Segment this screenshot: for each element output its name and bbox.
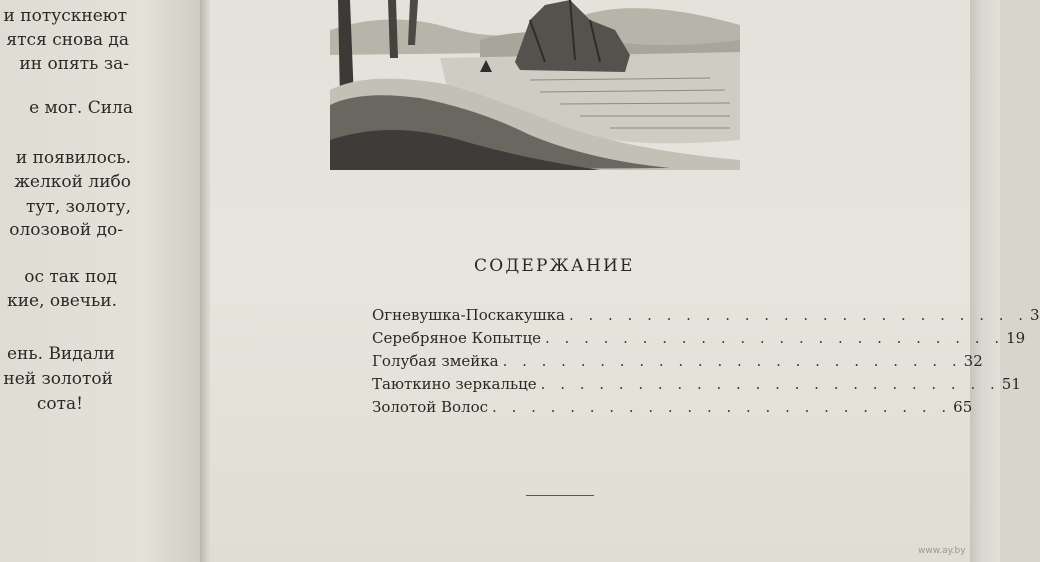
end-rule <box>526 495 594 496</box>
toc-entry-page: 3 <box>1030 306 1040 324</box>
table-of-contents <box>372 304 1040 419</box>
toc-entry-title: Огневушка-Поскакушка <box>372 306 565 324</box>
left-text-line: ень. Видали <box>6 344 115 364</box>
left-text-line: ин опять за- <box>19 54 129 74</box>
left-text-line: тут, золоту, <box>26 197 131 217</box>
left-text-line: сота! <box>36 394 83 414</box>
toc-entry <box>372 327 1026 350</box>
left-text-line: ятся снова да <box>6 30 129 50</box>
toc-entry-page: 19 <box>1006 329 1026 347</box>
toc-leader-dots: . . . . . . . . . . . . . . . . . . . . . . . . <box>492 398 952 416</box>
toc-entry <box>372 396 973 419</box>
left-text-line: и появилось. <box>15 148 131 168</box>
left-text-line: е мог. Сила <box>29 98 133 118</box>
toc-title: СОДЕРЖАНИЕ <box>474 256 635 276</box>
toc-entry-page: 51 <box>1001 375 1021 393</box>
left-text-line: и потускнеют <box>3 6 127 26</box>
left-text-line: ос так под <box>24 267 117 287</box>
watermark: www.ay.by <box>918 546 966 556</box>
left-text-line: олозовой до- <box>9 220 123 240</box>
toc-entry <box>372 373 1021 396</box>
toc-entry-page: 32 <box>963 352 983 370</box>
toc-entry-title: Серебряное Копытце <box>372 329 541 347</box>
left-text-line: ней золотой <box>3 369 113 389</box>
toc-entry-page: 65 <box>953 398 973 416</box>
toc-leader-dots: . . . . . . . . . . . . . . . . . . . . . . . . <box>540 375 1000 393</box>
toc-entry <box>372 304 1040 327</box>
illustration <box>330 0 740 170</box>
toc-entry <box>372 350 983 373</box>
toc-leader-dots: . . . . . . . . . . . . . . . . . . . . . . . . <box>568 306 1029 324</box>
toc-leader-dots: . . . . . . . . . . . . . . . . . . . . . . . . <box>502 352 962 370</box>
left-text-line: кие, овечьи. <box>7 291 117 311</box>
toc-leader-dots: . . . . . . . . . . . . . . . . . . . . . . . . <box>545 329 1005 347</box>
page-edge <box>970 0 1000 562</box>
toc-entry-title: Голубая змейка <box>372 352 499 370</box>
left-page <box>0 0 205 562</box>
left-text-line: желкой либо <box>14 172 131 192</box>
toc-entry-title: Золотой Волос <box>372 398 489 416</box>
toc-entry-title: Таюткино зеркальце <box>372 375 537 393</box>
